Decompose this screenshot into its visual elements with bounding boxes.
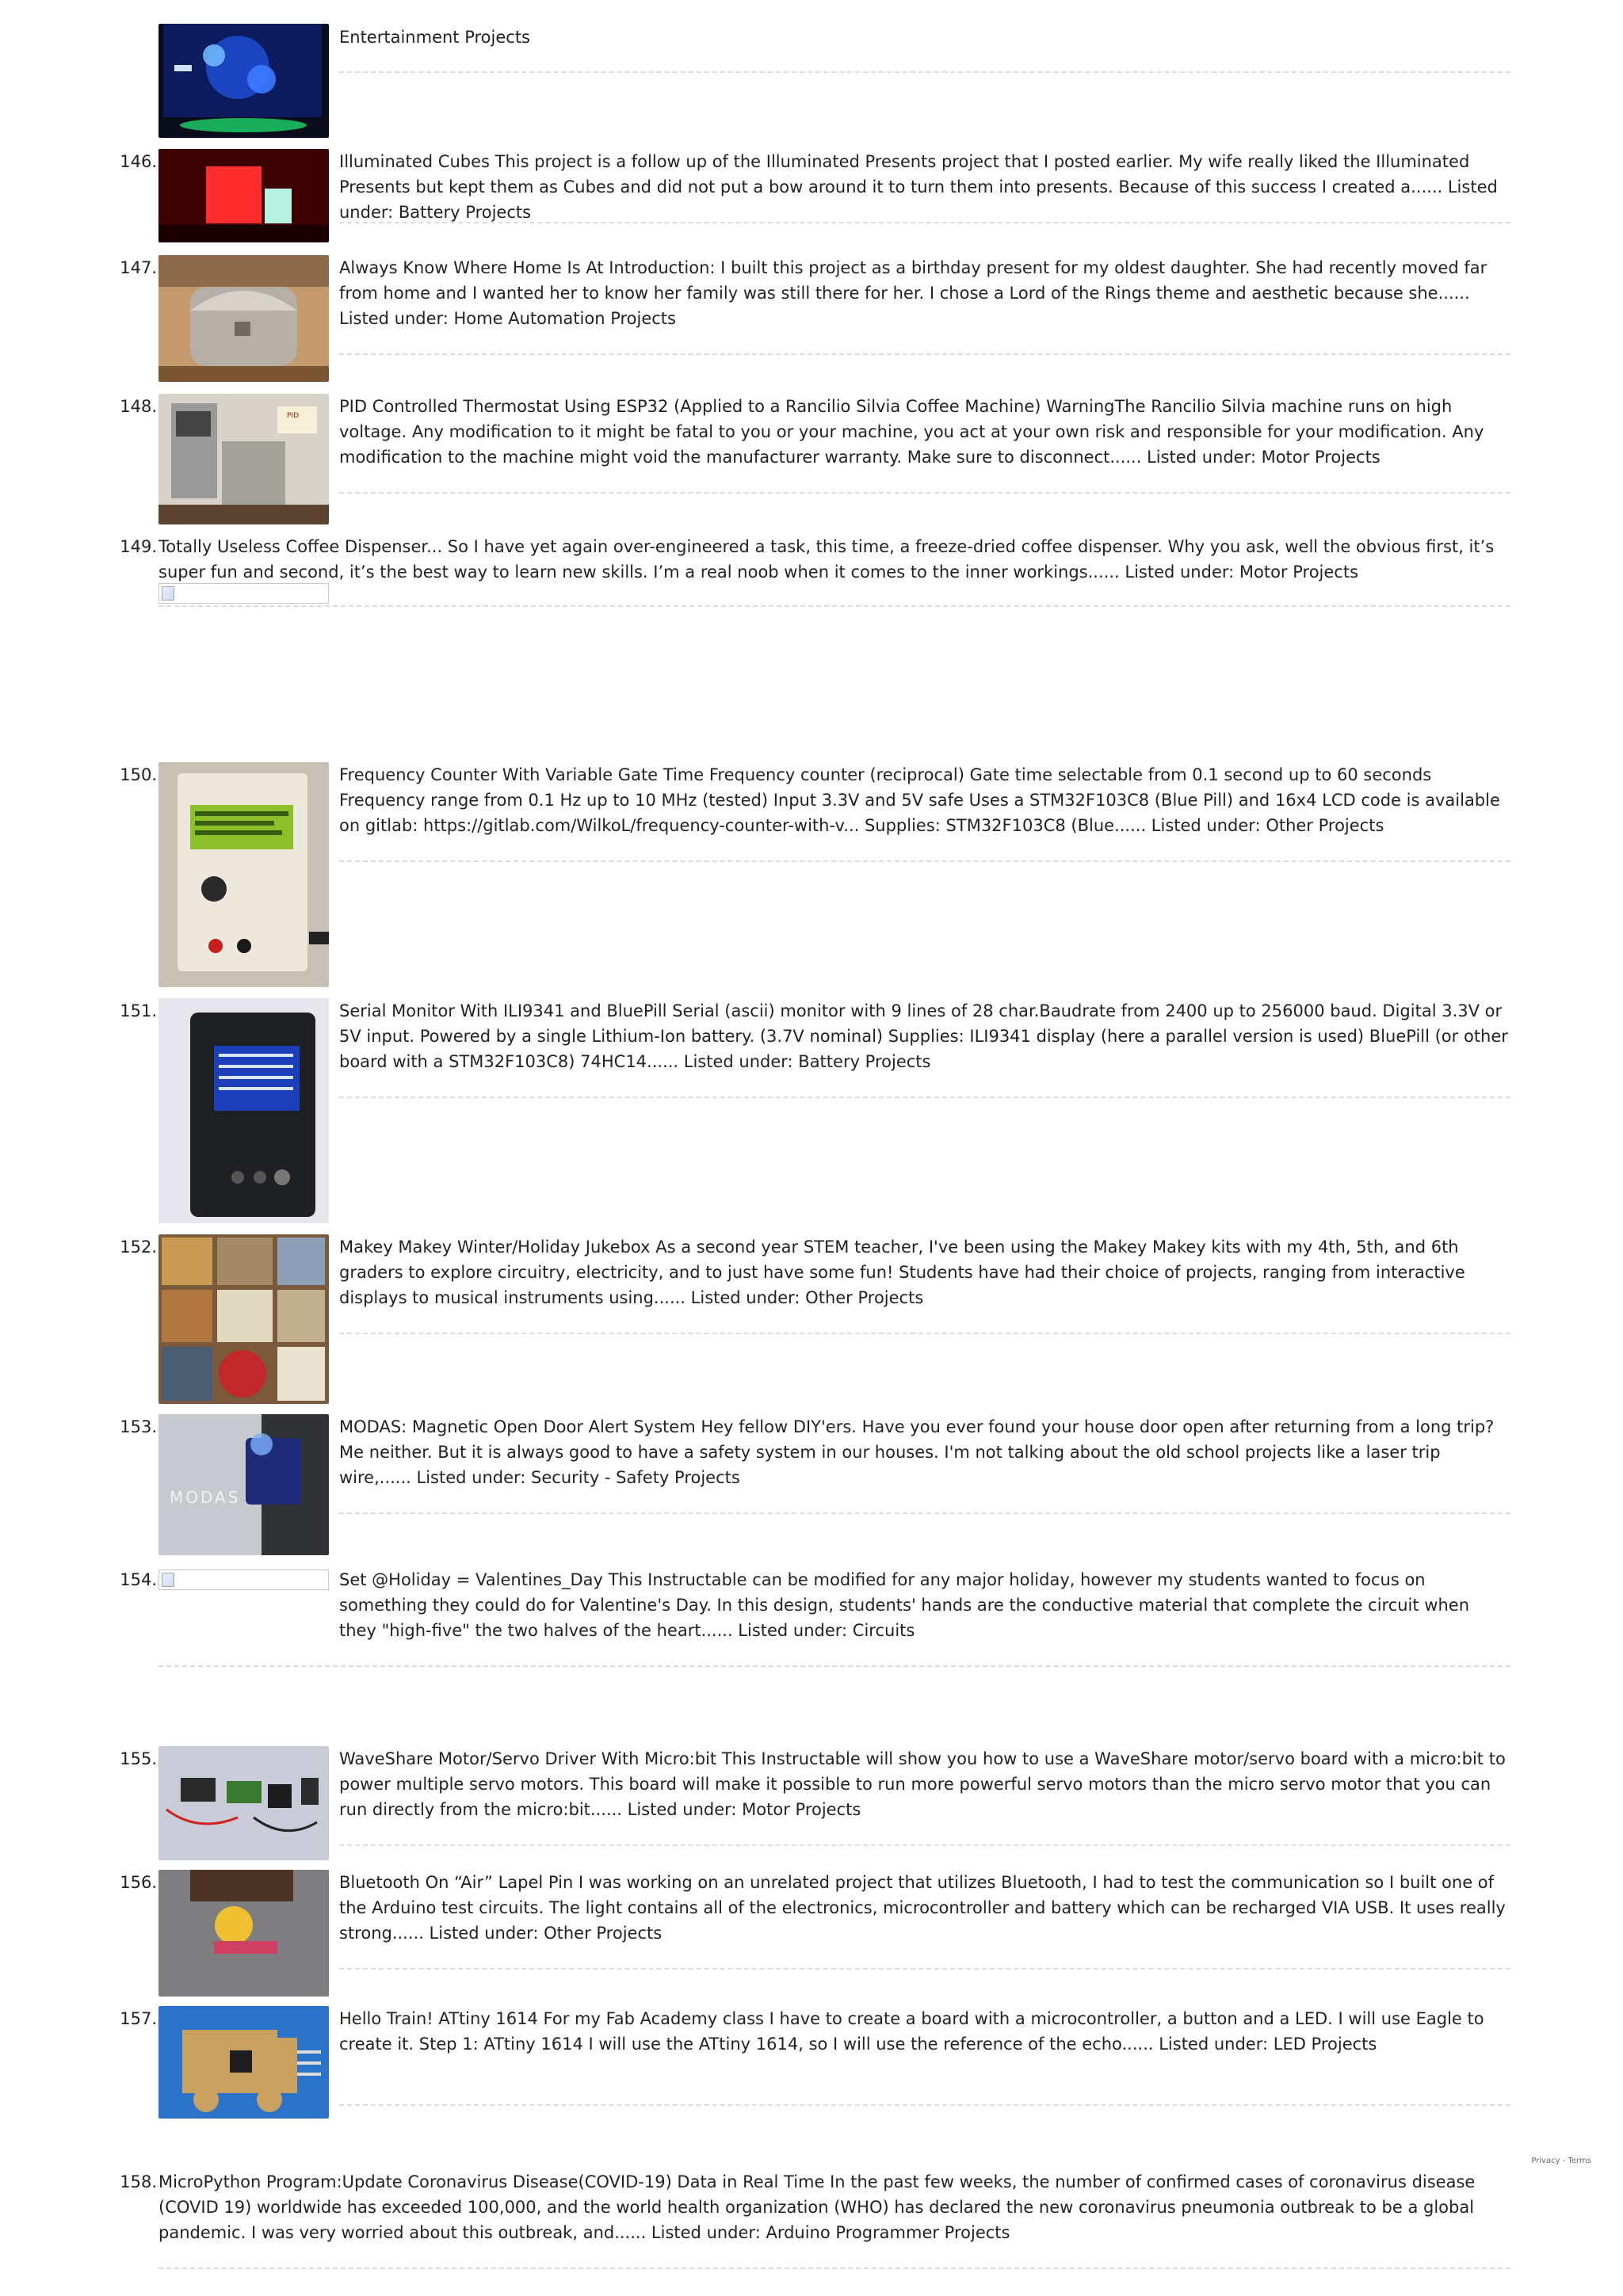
project-thumbnail[interactable] xyxy=(158,1234,329,1404)
project-description: WaveShare Motor/Servo Driver With Micro:bit This Instructable will show you how to use a WaveShare motor/servo board with a micro:bit to power multiple servo motors. This board will make it possible to run more powerful servo motors than the micro servo motor that you can run directly from the micro:bit...... Listed under: Motor Projects xyxy=(339,1749,1506,1819)
divider xyxy=(339,860,1510,862)
divider xyxy=(339,1844,1510,1846)
item-number: 151. xyxy=(120,1001,157,1020)
project-description: MicroPython Program:Update Coronavirus Disease(COVID-19) Data in Real Time In the past few weeks, the number of confirmed cases of coronavirus disease (COVID 19) worldwide has exceeded 100,000, and the world health organization (WHO) has declared the new coronavirus pneumonia outbreak to be a global pandemic. I was very worried about this outbreak, and...... Listed under: Arduino Programmer Projects xyxy=(158,2172,1476,2242)
project-thumbnail[interactable] xyxy=(158,762,329,987)
project-description: Frequency Counter With Variable Gate Time Frequency counter (reciprocal) Gate time selectable from 0.1 second up to 60 seconds Frequency range from 0.1 Hz up to 10 MHz (tested) Input 3.3V and 5V safe Uses a STM32F103C8 (Blue Pill) and 16x4 LCD code is available on gitlab: https://gitlab.com/WilkoL/frequency-counter-with-v... Supplies: STM32F103C8 (Blue...... Listed under: Other Projects xyxy=(339,765,1500,835)
divider xyxy=(158,2267,1510,2269)
project-description: MODAS: Magnetic Open Door Alert System Hey fellow DIY'ers. Have you ever found your house door open after returning from a long trip? Me neither. But it is always good to have a safety system in our houses. I'm not talking about the old school projects like a laser trip wire,...... Listed under: Security - Safety Projects xyxy=(339,1417,1495,1487)
broken-image-icon[interactable] xyxy=(158,583,329,604)
divider xyxy=(339,2104,1510,2106)
item-number: 156. xyxy=(120,1873,157,1892)
privacy-terms-link[interactable]: Privacy - Terms xyxy=(1531,2157,1591,2165)
project-description: Illuminated Cubes This project is a follow up of the Illuminated Presents project that I posted earlier. My wife really liked the Illuminated Presents but kept them as Cubes and did not put a bow around it to turn them into presents. Because of this success I created a...... Listed under: Battery Projects xyxy=(339,152,1498,222)
item-number: 146. xyxy=(120,152,157,171)
item-number: 157. xyxy=(120,2009,157,2028)
item-number: 155. xyxy=(120,1749,157,1768)
svg-text:MODAS: MODAS xyxy=(170,1488,241,1507)
item-number: 154. xyxy=(120,1570,157,1589)
divider xyxy=(339,1097,1510,1098)
project-thumbnail[interactable] xyxy=(158,2006,329,2119)
item-number: 153. xyxy=(120,1417,157,1436)
divider xyxy=(339,492,1510,494)
project-thumbnail[interactable] xyxy=(158,1746,329,1860)
project-description: PID Controlled Thermostat Using ESP32 (Applied to a Rancilio Silvia Coffee Machine) WarningThe Rancilio Silvia machine runs on high voltage. Any modification to it might be fatal to you or your machine, you act at your own risk and responsible for your modification. Any modification to the machine might void the manufacturer warranty. Make sure to disconnect...... Listed under: Motor Projects xyxy=(339,397,1484,467)
svg-text:PID: PID xyxy=(287,412,300,420)
item-number: 147. xyxy=(120,258,157,277)
divider xyxy=(339,353,1510,355)
project-description: Makey Makey Winter/Holiday Jukebox As a second year STEM teacher, I've been using the Makey Makey kits with my 4th, 5th, and 6th graders to explore circuitry, electricity, and to just have some fun! Students have had their choice of projects, ranging from interactive displays to musical instruments using...... Listed under: Other Projects xyxy=(339,1238,1465,1307)
item-number: 150. xyxy=(120,765,157,784)
item-number: 149. xyxy=(120,537,157,556)
project-description: Always Know Where Home Is At Introduction: I built this project as a birthday present for my oldest daughter. She had recently moved far from home and I wanted her to know her family was still there for her. I chose a Lord of the Rings theme and aesthetic because she...... Listed under: Home Automation Projects xyxy=(339,258,1487,328)
project-thumbnail[interactable] xyxy=(158,998,329,1223)
broken-image-icon[interactable] xyxy=(158,1569,329,1590)
project-thumbnail[interactable] xyxy=(158,394,329,524)
project-thumbnail[interactable] xyxy=(158,149,329,242)
item-number: 148. xyxy=(120,397,157,416)
project-description: Bluetooth On “Air” Lapel Pin I was working on an unrelated project that utilizes Bluetooth, I had to test the communication so I built one of the Arduino test circuits. The light contains all of the electronics, microcontroller and battery which can be recharged VIA USB. It uses really strong...... Listed under: Other Projects xyxy=(339,1873,1506,1943)
item-number: 158. xyxy=(120,2172,157,2191)
divider xyxy=(158,605,1510,607)
divider xyxy=(158,1665,1510,1667)
project-thumbnail[interactable] xyxy=(158,1870,329,1997)
item-number: 152. xyxy=(120,1238,157,1257)
project-thumbnail[interactable] xyxy=(158,24,329,138)
project-thumbnail[interactable] xyxy=(158,255,329,382)
divider xyxy=(339,222,1510,223)
divider xyxy=(339,1512,1510,1514)
project-description: Totally Useless Coffee Dispenser... So I have yet again over-engineered a task, this time, a freeze-dried coffee dispenser. Why you ask, well the obvious first, it’s super fun and second, it’s the best way to learn new skills. I’m a real noob when it comes to the inner workings...... Listed under: Motor Projects xyxy=(158,537,1495,582)
project-description: Serial Monitor With ILI9341 and BluePill Serial (ascii) monitor with 9 lines of 28 char.Baudrate from 2400 up to 256000 baud. Digital 3.3V or 5V input. Powered by a single Lithium-Ion battery. (3.7V nominal) Supplies: ILI9341 display (here a parallel version is used) BluePill (or other board with a STM32F103C8) 74HC14...... Listed under: Battery Projects xyxy=(339,1001,1508,1071)
project-description: Set @Holiday = Valentines_Day This Instructable can be modified for any major holiday, however my students wanted to focus on something they could do for Valentine's Day. In this design, students' hands are the conductive material that complete the circuit when they "high-five" the two halves of the heart...... Listed under: Circuits xyxy=(339,1570,1470,1640)
divider xyxy=(339,1968,1510,1970)
divider xyxy=(339,71,1510,73)
project-description: Entertainment Projects xyxy=(339,28,530,47)
project-description: Hello Train! ATtiny 1614 For my Fab Academy class I have to create a board with a microcontroller, a button and a LED. I will use Eagle to create it. Step 1: ATtiny 1614 I will use the ATtiny 1614, so I will use the reference of the echo...... Listed under: LED Projects xyxy=(339,2009,1484,2054)
divider xyxy=(339,1333,1510,1334)
project-thumbnail[interactable] xyxy=(158,1414,329,1555)
